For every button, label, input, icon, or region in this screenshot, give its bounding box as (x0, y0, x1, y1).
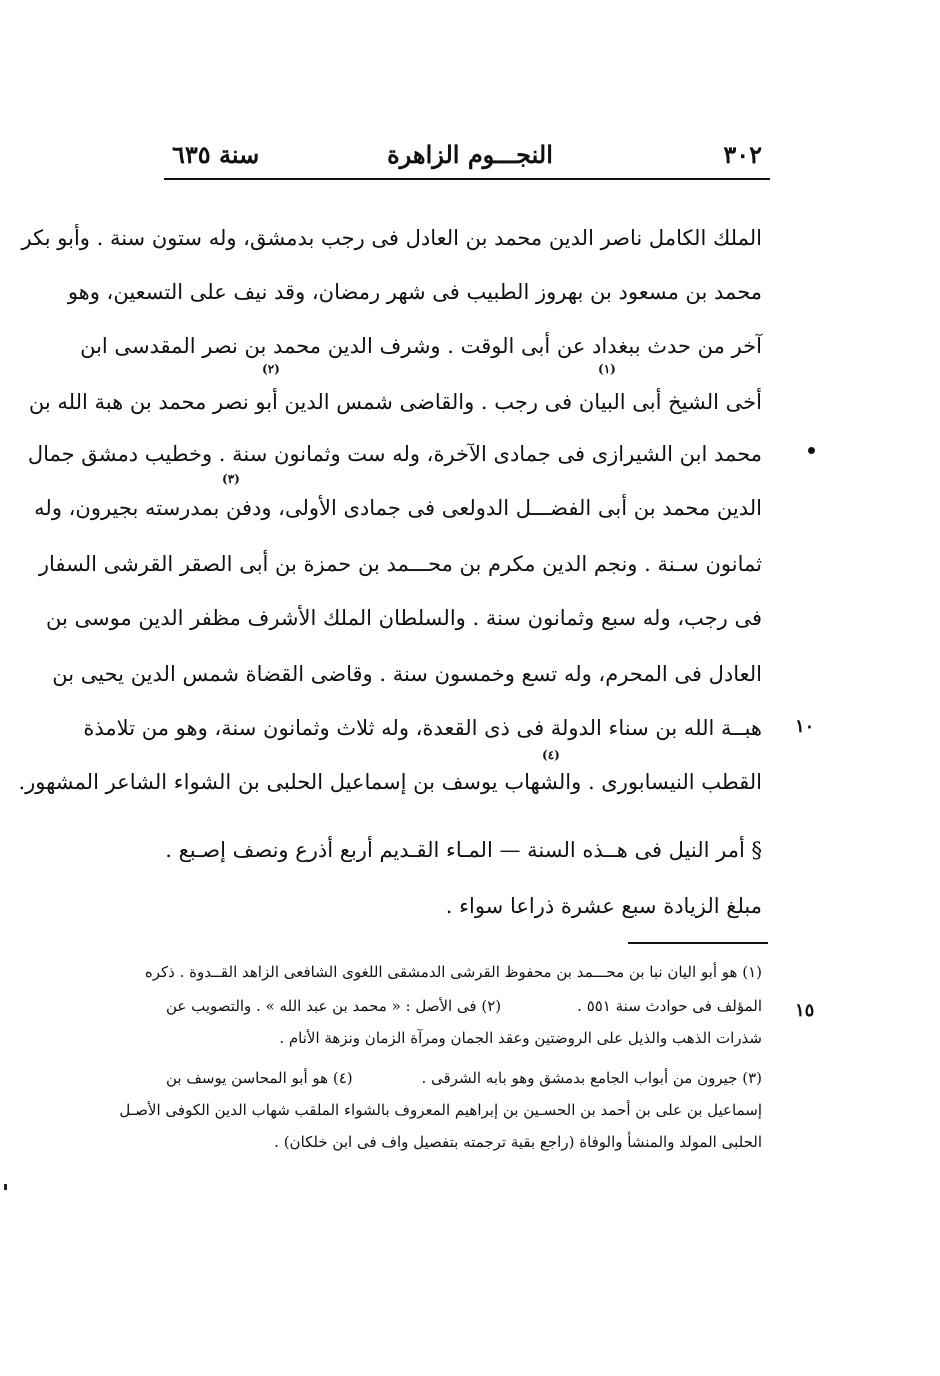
footnote-line: إسماعيل بن على بن أحمد بن الحسـين بن إبراهيم المعروف بالشواء الملقب شهاب الدين الكوفى الأصـل (119, 1101, 762, 1119)
scan-mark (4, 1184, 7, 1190)
text-line: القطب النيسابورى . والشهاب يوسف بن إسماعيل الحلبى بن الشواء الشاعر المشهور. (18, 770, 762, 794)
header-divider (164, 178, 770, 180)
margin-line-number-10: ١٠ (795, 716, 815, 737)
text-line: ثمانون سـنة . ونجم الدين مكرم بن محـــمد بن حمزة بن أبى الصقر القرشى السفار (38, 552, 762, 576)
footnote-divider (628, 942, 768, 944)
text-line: محمد بن مسعود بن بهروز الطبيب فى شهر رمضان، وقد نيف على التسعين، وهو (67, 280, 762, 304)
margin-line-number-15: ١٥ (795, 1000, 815, 1021)
margin-dot (808, 447, 815, 454)
page-number: ٣٠٢ (723, 140, 762, 169)
text-line: فى رجب، وله سبع وثمانون سنة . والسلطان الملك الأشرف مظفر الدين موسى بن (46, 606, 762, 630)
text-line: محمد ابن الشيرازى فى جمادى الآخرة، وله ست وثمانون سنة . وخطيب دمشق جمال (27, 442, 762, 466)
text-line: هبــة الله بن سناء الدولة فى ذى القعدة، وله ثلاث وثمانون سنة، وهو من تلامذة (83, 716, 762, 740)
text-line: آخر من حدث ببغداد عن أبى الوقت . وشرف الدين محمد بن نصر المقدسى ابن (80, 334, 762, 358)
footnote-segment: (٤) هو أبو المحاسن يوسف بن (166, 1069, 353, 1087)
footnote-ref-2: (٢) (262, 362, 280, 376)
year-heading: سنة ٦٣٥ (172, 140, 260, 169)
footnote-line (166, 1064, 762, 1092)
footnote-ref-1: (١) (598, 362, 616, 376)
footnote-line: الحلبى المولد والمنشأ والوفاة (راجع بقية ترجمته بتفصيل واف فى ابن خلكان) . (274, 1133, 762, 1151)
footnote-line: (١) هو أبو اليان نبا بن محـــمد بن محفوظ القرشى الدمشقى اللغوى الشافعى الزاهد القــدوة . ذكره (144, 963, 762, 981)
text-line: الملك الكامل ناصر الدين محمد بن العادل فى رجب بدمشق، وله ستون سنة . وأبو بكر (21, 226, 762, 250)
footnote-line (166, 992, 762, 1020)
footnote-segment: (٢) فى الأصل : « محمد بن عبد الله » . والتصويب عن (166, 997, 502, 1015)
footnote-segment: المؤلف فى حوادث سنة ٥٥١ . (577, 997, 762, 1015)
footnote-ref-4: (٤) (542, 748, 560, 762)
footnote-line: شذرات الذهب والذيل على الروضتين وعقد الجمان ومرآة الزمان ونزهة الأنام . (279, 1029, 762, 1047)
nile-paragraph-line: مبلغ الزيادة سبع عشرة ذراعا سواء . (445, 894, 762, 918)
footnote-ref-3: (٣) (222, 472, 240, 486)
text-line: الدين محمد بن أبى الفضـــل الدولعى فى جمادى الأولى، ودفن بمدرسته بجيرون، وله (34, 496, 762, 520)
text-line: أخى الشيخ أبى البيان فى رجب . والقاضى شمس الدين أبو نصر محمد بن هبة الله بن (28, 390, 762, 414)
footnote-segment: (٣) جيرون من أبواب الجامع بدمشق وهو بابه الشرقى . (421, 1069, 762, 1087)
text-line: العادل فى المحرم، وله تسع وخمسون سنة . وقاضى القضاة شمس الدين يحيى بن (52, 662, 762, 686)
running-title: النجـــوم الزاهرة (387, 140, 553, 169)
nile-paragraph-line: § أمر النيل فى هــذه السنة — المـاء القـديم أربع أذرع ونصف إصـبع . (165, 838, 762, 862)
